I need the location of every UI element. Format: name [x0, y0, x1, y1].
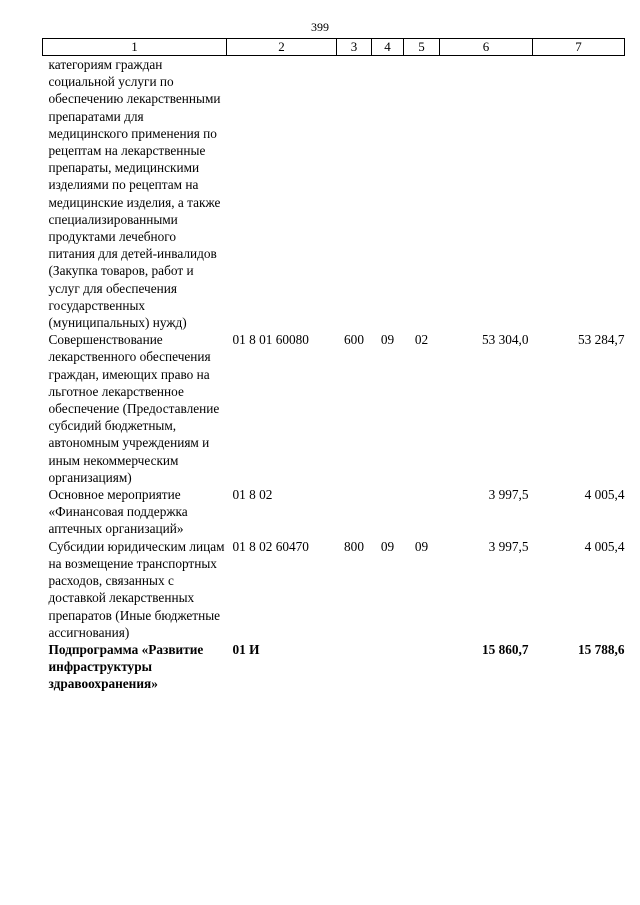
row-subsection: [404, 56, 440, 332]
header-col-2: 2: [227, 39, 337, 56]
row-expense-type: 800: [344, 538, 364, 554]
row-target-code: 01 8 01 60080: [232, 332, 309, 348]
budget-table: [42, 38, 625, 693]
table-row: [43, 641, 625, 693]
header-col-1: 1: [43, 39, 227, 56]
table-row: [43, 56, 625, 332]
table-row: [43, 331, 625, 486]
row-target-code: 01 И: [232, 641, 260, 657]
row-section: [372, 56, 404, 332]
row-name: Совершенствование лекарственного обеспечения граждан, имеющих право на льготное лекарственное обеспечение (Предоставление субсидий бюджетным, автономным учреждениям и иным некоммерческим организациям): [48, 332, 220, 485]
header-row: [43, 39, 625, 56]
row-expense-type: [337, 641, 372, 693]
row-expense-type: [337, 56, 372, 332]
row-expense-type: [337, 486, 372, 538]
row-target-code: 01 8 02: [232, 487, 273, 503]
table-row: [43, 538, 625, 641]
row-sum-year-2: 4 005,4: [584, 487, 625, 503]
row-sum-year-2: [533, 56, 625, 332]
row-sum-year-1: [440, 56, 533, 332]
row-sum-year-1: 3 997,5: [488, 487, 529, 503]
row-subsection: [404, 486, 440, 538]
row-target-code: 01 8 02 60470: [232, 538, 309, 554]
row-sum-year-1: 3 997,5: [488, 538, 529, 554]
row-target-code: [227, 56, 337, 332]
row-name: категориям граждан социальной услуги по обеспечению лекарственными препаратами для медицинского применения по рецептам на лекарственные препараты, медицинскими изделиями по рецептам на медицинские изделия, а также специализированными продуктами лечебного питания для детей-инвалидов (Закупка товаров, работ и услуг для обеспечения государственных (муниципальных) нужд): [48, 57, 221, 331]
table-row: [43, 486, 625, 538]
row-subsection: 02: [414, 332, 429, 348]
row-name: Субсидии юридическим лицам на возмещение транспортных расходов, связанных с доставкой лекарственных препаратов (Иные бюджетные ассигнования): [48, 538, 225, 640]
row-sum-year-2: 15 788,6: [577, 641, 625, 657]
row-subsection: [404, 641, 440, 693]
row-section: [372, 486, 404, 538]
row-sum-year-2: 4 005,4: [584, 538, 625, 554]
row-section: [372, 641, 404, 693]
row-expense-type: 600: [344, 332, 364, 348]
row-sum-year-2: 53 284,7: [577, 332, 625, 348]
page-number: 399: [311, 20, 329, 34]
header-col-7: 7: [533, 39, 625, 56]
row-name: Основное мероприятие «Финансовая поддержка аптечных организаций»: [48, 487, 188, 537]
row-name: Подпрограмма «Развитие инфраструктуры здравоохранения»: [48, 641, 204, 692]
row-section: 09: [380, 538, 395, 554]
row-subsection: 09: [414, 538, 429, 554]
row-sum-year-1: 15 860,7: [481, 641, 529, 657]
row-section: 09: [380, 332, 395, 348]
header-col-5: 5: [404, 39, 440, 56]
header-col-6: 6: [440, 39, 533, 56]
row-sum-year-1: 53 304,0: [481, 332, 529, 348]
header-col-4: 4: [372, 39, 404, 56]
header-col-3: 3: [337, 39, 372, 56]
